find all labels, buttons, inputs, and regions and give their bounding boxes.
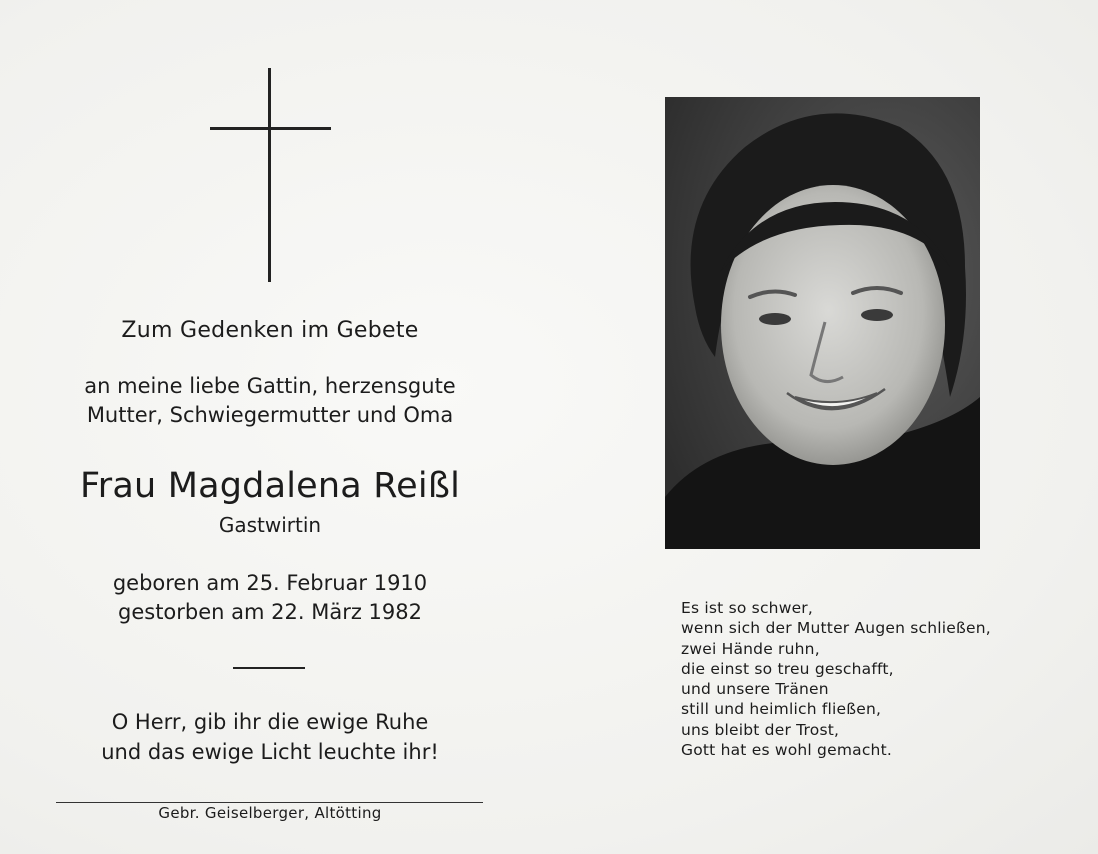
- poem-line: wenn sich der Mutter Augen schließen,: [681, 619, 991, 638]
- prayer-line: O Herr, gib ihr die ewige Ruhe: [111, 710, 429, 734]
- memorial-heading: Zum Gedenken im Gebete: [121, 318, 419, 343]
- dedication-line: an meine liebe Gattin, herzensgute: [84, 374, 456, 398]
- deceased-name: Frau Magdalena Reißl: [79, 466, 461, 506]
- cross-vertical-bar: [268, 68, 271, 282]
- cross-horizontal-bar: [210, 127, 331, 130]
- portrait-illustration: [665, 97, 980, 549]
- deceased-occupation: Gastwirtin: [218, 513, 322, 537]
- poem-line: zwei Hände ruhn,: [681, 639, 820, 658]
- poem-line: Es ist so schwer,: [681, 599, 814, 617]
- dedication-line: Mutter, Schwiegermutter und Oma: [86, 403, 454, 427]
- divider-short: [233, 667, 305, 669]
- memorial-poem: [681, 598, 1061, 760]
- divider-long: [56, 802, 483, 803]
- prayer-text: [40, 707, 500, 767]
- poem-line: uns bleibt der Trost,: [681, 720, 840, 739]
- poem-line: und unsere Tränen: [681, 680, 829, 699]
- birth-date: geboren am 25. Februar 1910: [112, 571, 428, 595]
- dedication-text: [40, 372, 500, 430]
- poem-line: Gott hat es wohl gemacht.: [681, 741, 892, 760]
- poem-line: die einst so treu geschafft,: [681, 659, 894, 678]
- printer-credit: Gebr. Geiselberger, Altötting: [158, 804, 382, 822]
- life-dates: [40, 569, 500, 627]
- death-date: gestorben am 22. März 1982: [118, 600, 422, 624]
- portrait-photo: [665, 97, 980, 549]
- poem-line: still und heimlich fließen,: [681, 700, 882, 719]
- prayer-line: und das ewige Licht leuchte ihr!: [101, 740, 439, 764]
